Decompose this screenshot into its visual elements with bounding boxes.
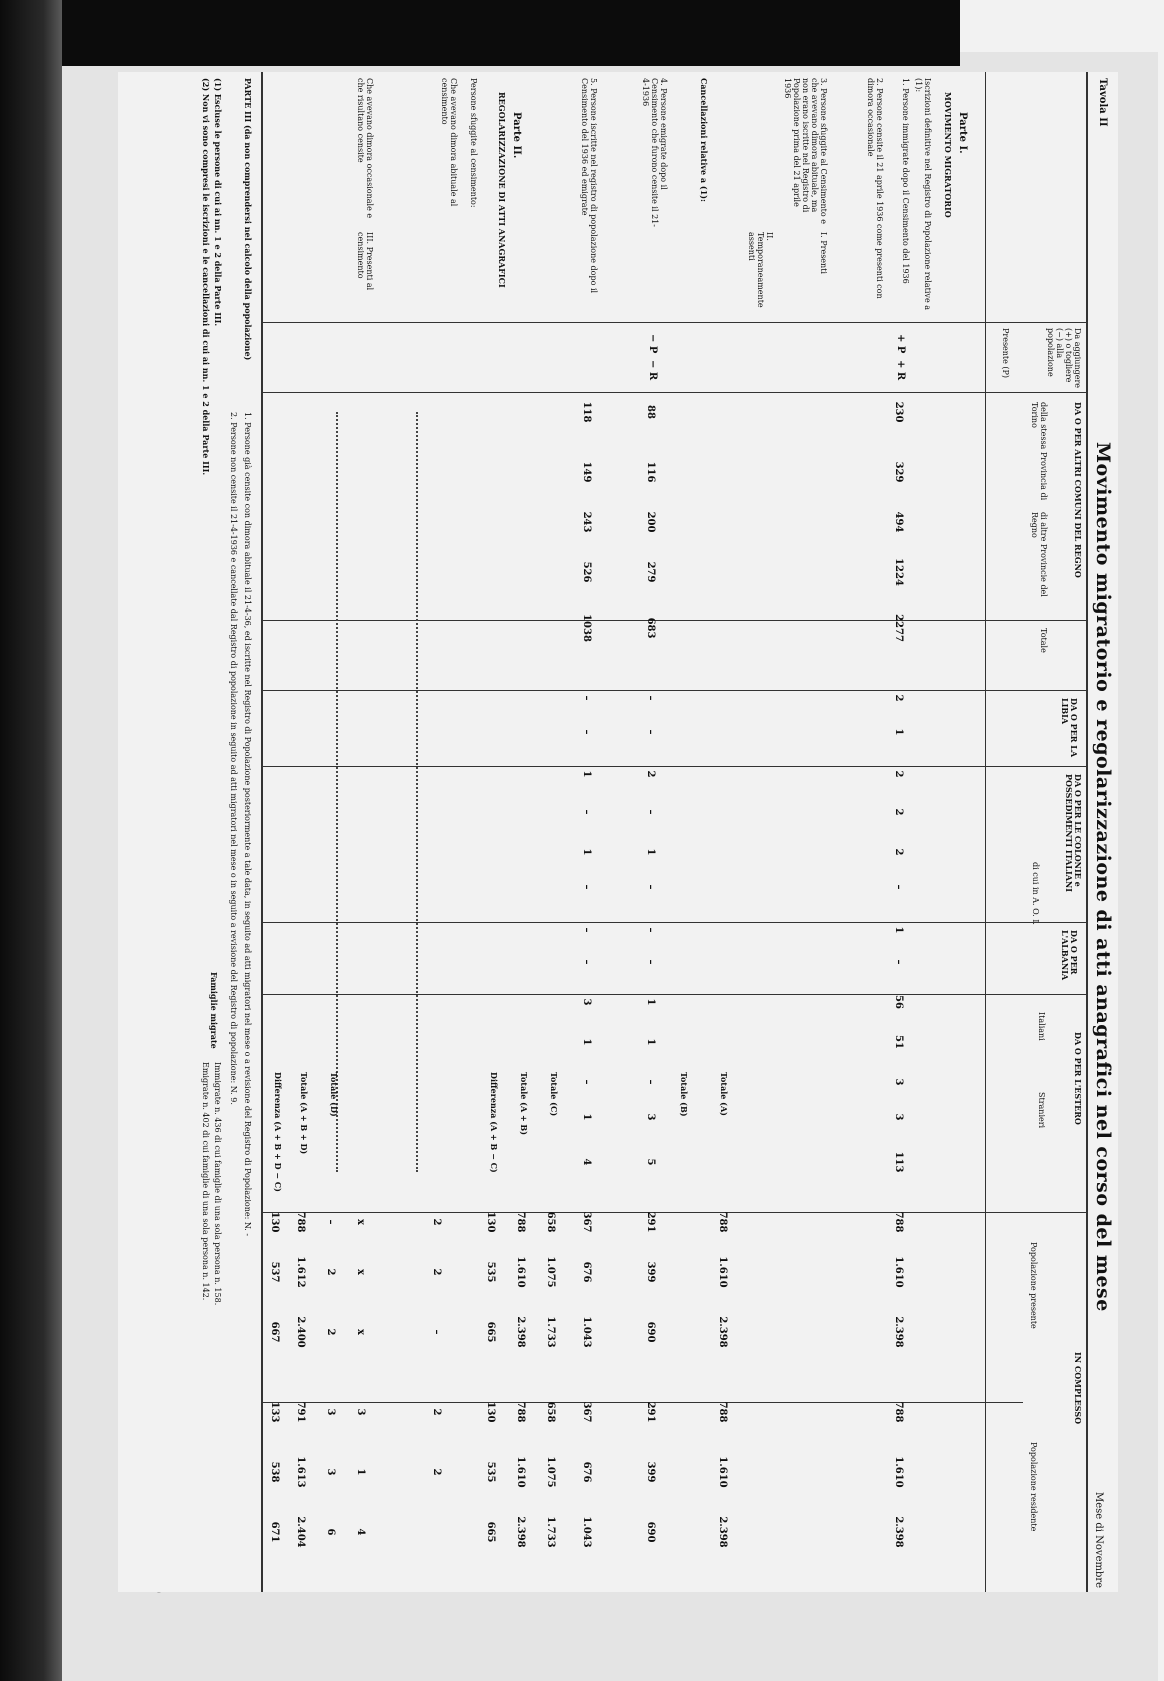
cell-totAB-2: 2.398	[515, 1316, 526, 1348]
cell-sfugg2-3: 3	[355, 1408, 366, 1416]
cell-totA-4: 1.610	[717, 1456, 728, 1488]
rotated-table-page	[118, 72, 1118, 1592]
col-sep-8	[263, 1212, 1088, 1213]
cell-r4-11: –	[645, 927, 656, 933]
cell-r5-15: –	[581, 1079, 592, 1085]
cell-r1-7: 2	[893, 770, 904, 778]
cell-totC-2: 1.733	[545, 1316, 556, 1348]
dotted-leader-1	[416, 412, 418, 1172]
cell-r1-18: 788	[893, 1211, 904, 1233]
cell-r1-11: 1	[893, 926, 904, 934]
cell-totABD-4: 1.613	[295, 1456, 306, 1488]
cell-r5-10: –	[581, 884, 592, 890]
sign-row-4-r: − R	[647, 360, 658, 381]
cell-r1-17: 113	[893, 1151, 904, 1173]
cell-diffFinal-4: 538	[269, 1461, 280, 1483]
parte-1: Parte I.	[957, 112, 968, 154]
cell-r5-1: 149	[581, 461, 592, 483]
cell-totD-2: 2	[325, 1328, 336, 1336]
rule-bottom	[261, 72, 263, 1592]
cell-r1-10: –	[893, 884, 904, 890]
cell-r1-13: 56	[893, 995, 904, 1009]
row-3-temp: II. Temporaneamente assenti	[747, 232, 774, 308]
cell-r5-2: 243	[581, 511, 592, 533]
cell-sfugg1-2: –	[431, 1329, 442, 1335]
sign-row-1-r: + R	[895, 360, 906, 381]
cell-r4-6: –	[645, 729, 656, 735]
cell-diffFinal-5: 671	[269, 1521, 280, 1543]
cell-totA-5: 2.398	[717, 1516, 728, 1548]
differenza: Differenza (A + B − C)	[489, 1072, 499, 1173]
iscrizioni-label: Iscrizioni definitive nel Registro di Popolazione relative a (1):	[914, 78, 932, 310]
cell-sfugg1-4: 2	[431, 1468, 442, 1476]
parte-3-line-2: 2. Persone non censite il 21-4-1936 e cancellate dal Registro di popolazione in seguito ad atti migratori nel mese o in seguito a revisione del Registro di popolazione: N. 9.	[229, 412, 238, 1105]
cell-r1-2: 494	[893, 511, 904, 533]
cell-r1-3: 1224	[893, 558, 904, 586]
cell-r1-15: 3	[893, 1078, 904, 1086]
cell-diff-0: 130	[485, 1211, 496, 1233]
cell-r4-16: 3	[645, 1113, 656, 1121]
cell-totA-1: 1.610	[717, 1256, 728, 1288]
cell-r4-21: 291	[645, 1401, 656, 1423]
totale-b: Totale (B)	[679, 1072, 689, 1117]
col-sep-6	[263, 922, 1088, 923]
cell-r4-3: 279	[645, 561, 656, 583]
censite-fuori-label: Che avevano dimora occasionale e che risultano censite	[356, 78, 374, 219]
cell-totABD-5: 2.404	[295, 1516, 306, 1548]
totale-ab: Totale (A + B)	[519, 1072, 529, 1135]
cell-sfugg2-5: 4	[355, 1528, 366, 1536]
row-3-label: 3. Persone sfuggite al Censimento e che avevano dimora abituale, ma non erano iscritte nel Registro di Popolazione prima del 21 aprile 1936	[783, 78, 828, 224]
cell-r4-12: –	[645, 959, 656, 965]
totale-a: Totale (A)	[719, 1072, 729, 1116]
cell-totABD-0: 788	[295, 1211, 306, 1233]
header-stranieri: Stranieri	[1037, 1092, 1046, 1129]
totale-c: Totale (C)	[549, 1072, 559, 1117]
cell-sfugg1-3: 2	[431, 1408, 442, 1416]
cell-totA-0: 788	[717, 1211, 728, 1233]
header-comuni: DA O PER ALTRI COMUNI DEL REGNO	[1073, 402, 1083, 578]
famiglie-emigrate: Emigrate n. 402 di cui famiglie di una sola persona n. 142.	[201, 1062, 210, 1301]
iii-presenti-label: III. Presenti al censimento	[356, 232, 374, 291]
cell-diff-2: 665	[485, 1321, 496, 1343]
cell-r5-5: –	[581, 695, 592, 701]
cell-r4-10: –	[645, 884, 656, 890]
cell-r4-0: 88	[645, 405, 656, 419]
cell-r5-6: –	[581, 729, 592, 735]
totale-d: Totale (D)	[329, 1072, 339, 1117]
cell-sfugg2-0: x	[355, 1219, 366, 1225]
cell-r4-2: 200	[645, 511, 656, 533]
header-albania: DA O PER L'ALBANIA	[1060, 930, 1079, 981]
row-1-label: 1. Persone immigrate dopo il Censimento del 1936	[901, 78, 910, 284]
cell-r5-16: 1	[581, 1113, 592, 1121]
row-5-label: 5. Persone iscritte nel registro di popolazione dopo il Censimento del 1936 ed emigrate	[580, 78, 598, 294]
avevano-dimora-label: Che avevano dimora abituale al censimento	[440, 78, 458, 207]
cell-diffFinal-2: 667	[269, 1321, 280, 1343]
page-title: Movimento migratorio e regolarizzazione di atti anagrafici nel corso del mese	[1092, 442, 1114, 1312]
cell-r4-20: 690	[645, 1321, 656, 1343]
cell-r1-5: 2	[893, 694, 904, 702]
cell-totD-4: 3	[325, 1468, 336, 1476]
rule-top	[1086, 72, 1088, 1592]
cell-r4-8: –	[645, 809, 656, 815]
header-presente: Presente (P)	[1001, 328, 1010, 379]
header-stessa-provincia: della stessa Provincia di Torino	[1030, 402, 1048, 501]
cell-r5-23: 1.043	[581, 1516, 592, 1548]
cell-r1-19: 1.610	[893, 1256, 904, 1288]
header-totale: Totale	[1039, 628, 1048, 653]
cell-r4-14: 1	[645, 1038, 656, 1046]
cell-totA-3: 788	[717, 1401, 728, 1423]
differenza-final: Differenza (A + B + D − C)	[273, 1072, 283, 1192]
header-pop-presente: Popolazione presente	[1029, 1242, 1038, 1329]
cell-r1-4: 2277	[893, 614, 904, 642]
cell-totD-3: 3	[325, 1408, 336, 1416]
cell-totABD-2: 2.400	[295, 1316, 306, 1348]
cell-sfugg2-4: 1	[355, 1468, 366, 1476]
cell-sfugg1-0: 2	[431, 1218, 442, 1226]
cell-totAB-4: 1.610	[515, 1456, 526, 1488]
cell-diff-4: 535	[485, 1461, 496, 1483]
cell-r5-12: –	[581, 959, 592, 965]
footnote-1: (1) Escluse le persone di cui ai nn. 1 e 2 della Parte III.	[213, 78, 223, 327]
cell-diff-1: 535	[485, 1261, 496, 1283]
cell-totC-3: 658	[545, 1401, 556, 1423]
sign-row-1: + P	[895, 334, 906, 354]
cell-r5-8: –	[581, 809, 592, 815]
cell-totAB-1: 1.610	[515, 1256, 526, 1288]
cell-r5-19: 676	[581, 1261, 592, 1283]
row-4-label: 4. Persone emigrate dopo il Censimento che furono censite il 21-4-1936	[641, 78, 668, 227]
cell-totC-5: 1.733	[545, 1516, 556, 1548]
cell-r4-13: 1	[645, 998, 656, 1006]
header-libia: DA O PER LA LIBIA	[1060, 698, 1079, 758]
cell-r4-9: 1	[645, 848, 656, 856]
cell-r1-9: 2	[893, 848, 904, 856]
cell-r1-22: 1.610	[893, 1456, 904, 1488]
cell-r4-18: 291	[645, 1211, 656, 1233]
cell-r1-16: 3	[893, 1113, 904, 1121]
col-sep-7	[263, 994, 1088, 995]
cell-totABD-3: 791	[295, 1401, 306, 1423]
parte-2: Parte II.	[511, 112, 522, 159]
col-sep-9	[263, 1402, 1023, 1403]
cell-r5-18: 367	[581, 1211, 592, 1233]
sfuggite-label: Persone sfuggite al censimento:	[469, 78, 478, 208]
cell-r5-9: 1	[581, 848, 592, 856]
header-estero: DA O PER L'ESTERO	[1073, 1032, 1083, 1125]
cell-r5-22: 676	[581, 1461, 592, 1483]
cell-diffFinal-1: 537	[269, 1261, 280, 1283]
header-colonie: DA O PER LE COLONIE e POSSEDIMENTI ITALIANI	[1064, 774, 1083, 892]
cell-sfugg1-1: 2	[431, 1268, 442, 1276]
cell-r4-4: 683	[645, 617, 656, 639]
famiglie-immigrate: Immigrate n. 436 di cui famiglie di una sola persona n. 158.	[213, 1062, 222, 1306]
cell-diffFinal-0: 130	[269, 1211, 280, 1233]
cell-totC-1: 1.075	[545, 1256, 556, 1288]
cell-r5-14: 1	[581, 1038, 592, 1046]
cell-r5-21: 367	[581, 1401, 592, 1423]
cell-r5-0: 118	[581, 401, 592, 423]
cell-r1-0: 230	[893, 401, 904, 423]
footnote-2: (2) Non vi sono compresi le iscrizioni e le cancellazioni di cui ai nn. 1 e 2 della Parte III.	[201, 78, 211, 476]
cell-r1-20: 2.398	[893, 1316, 904, 1348]
cell-r4-22: 399	[645, 1461, 656, 1483]
header-add-remove: Da aggiungere (+) o togliere (−) alla popolazione	[1046, 328, 1082, 389]
movimento-migratorio: MOVIMENTO MIGRATORIO	[943, 92, 953, 218]
col-sep-3	[263, 620, 1088, 621]
cell-r4-7: 2	[645, 770, 656, 778]
cell-totC-0: 658	[545, 1211, 556, 1233]
header-aoi: di cui in A. O. I.	[1031, 862, 1040, 925]
row-3-presenti: I. Presenti	[819, 232, 828, 274]
cell-r4-23: 690	[645, 1521, 656, 1543]
cell-r5-4: 1038	[581, 614, 592, 642]
cell-sfugg2-1: x	[355, 1269, 366, 1275]
famiglie-label: Famiglie migrate	[209, 972, 219, 1049]
regolarizzazione-label: REGOLARIZZAZIONE DI ATTI ANAGRAFICI	[497, 92, 507, 288]
col-sep-2	[263, 392, 1088, 393]
cell-totAB-0: 788	[515, 1211, 526, 1233]
header-in-complesso: IN COMPLESSO	[1073, 1352, 1083, 1425]
cell-r5-7: 1	[581, 770, 592, 778]
cell-diff-5: 665	[485, 1521, 496, 1543]
cell-totD-5: 6	[325, 1528, 336, 1536]
table-label: Tavola II	[1097, 78, 1108, 127]
header-altre-provincie: di altre Provincie del Regno	[1030, 512, 1048, 597]
cell-totAB-5: 2.398	[515, 1516, 526, 1548]
cell-diffFinal-3: 133	[269, 1401, 280, 1423]
cell-r1-21: 788	[893, 1401, 904, 1423]
dotted-leader-2	[336, 412, 338, 1172]
month-label: Mese di Novembre	[1093, 1492, 1104, 1589]
parte-3-label: PARTE III (da non comprendersi nel calcolo della popolazione)	[243, 78, 253, 361]
rule-header-bottom	[985, 72, 986, 1592]
cell-r5-3: 526	[581, 561, 592, 583]
totale-abd: Totale (A + B + D)	[299, 1072, 309, 1155]
scan-binding-shadow	[0, 0, 62, 1681]
cell-r4-5: –	[645, 695, 656, 701]
cell-totC-4: 1.075	[545, 1456, 556, 1488]
cell-r1-23: 2.398	[893, 1516, 904, 1548]
col-sep-5	[263, 766, 1088, 767]
scan-right-edge	[1158, 52, 1164, 1681]
cell-totAB-3: 788	[515, 1401, 526, 1423]
cell-totD-0: –	[325, 1219, 336, 1225]
cell-r5-20: 1.043	[581, 1316, 592, 1348]
cancellazioni-label: Cancellazioni relative a (1):	[699, 78, 709, 202]
row-2-label: 2. Persone censite il 21 aprile 1936 come presenti con dimora occasionale	[866, 78, 884, 299]
cell-r4-19: 399	[645, 1261, 656, 1283]
header-pop-residente: Popolazione residente	[1029, 1442, 1038, 1532]
cell-totABD-1: 1.612	[295, 1256, 306, 1288]
cell-r1-14: 51	[893, 1035, 904, 1049]
cell-r5-11: –	[581, 927, 592, 933]
cell-r4-15: –	[645, 1079, 656, 1085]
cell-diff-3: 130	[485, 1401, 496, 1423]
cell-totD-1: 2	[325, 1268, 336, 1276]
col-sep-4	[263, 690, 1088, 691]
cell-r1-6: 1	[893, 728, 904, 736]
parte-3-line-1: 1. Persone già censite con dimora abituale il 21-4-36, ed iscritte nel Registro di Popolazione posteriormente a tale data, in seguito ad atti migratori nel mese o a revisione del Registro di Popolazione: N. -	[243, 412, 252, 1237]
cell-r5-17: 4	[581, 1158, 592, 1166]
cell-r1-8: 2	[893, 808, 904, 816]
cell-r4-17: 5	[645, 1158, 656, 1166]
cell-r5-13: 3	[581, 998, 592, 1006]
cell-r1-12: –	[893, 959, 904, 965]
scan-paper-tab	[960, 0, 1164, 52]
sign-row-4: − P	[647, 334, 658, 354]
cell-sfugg2-2: x	[355, 1329, 366, 1335]
header-italiani: Italiani	[1037, 1012, 1046, 1041]
cell-totA-2: 2.398	[717, 1316, 728, 1348]
cell-r1-1: 329	[893, 461, 904, 483]
cell-r4-1: 116	[645, 461, 656, 483]
col-sep-1	[263, 322, 1088, 323]
